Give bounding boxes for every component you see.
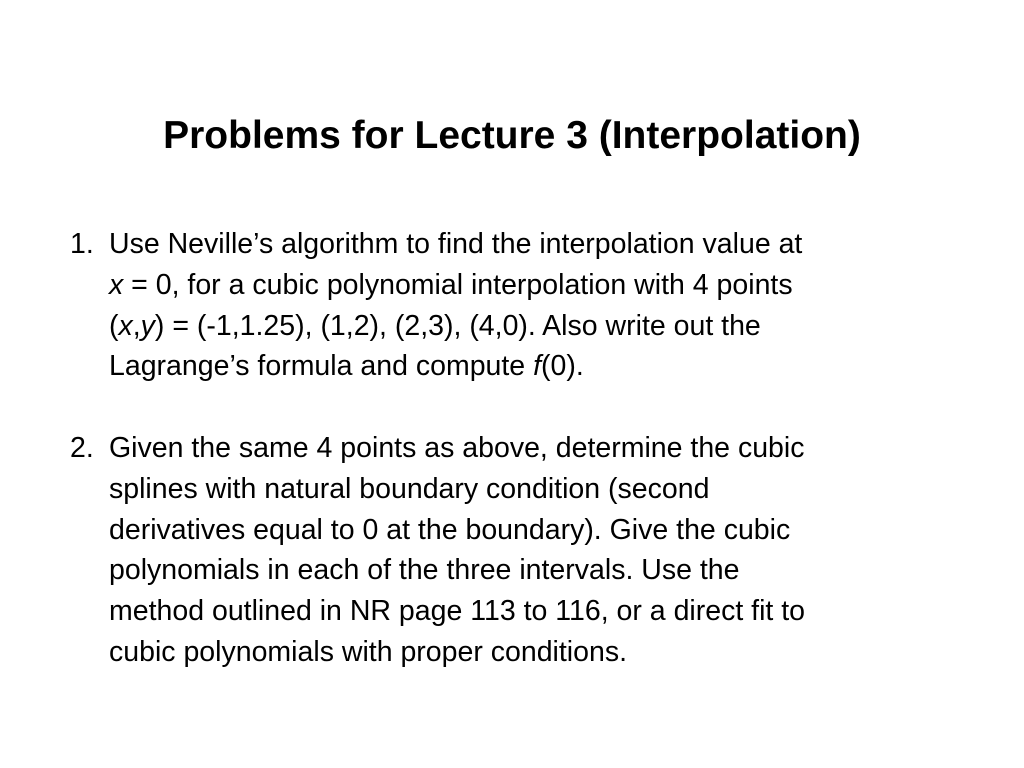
variable-f: f: [533, 350, 541, 383]
line-text: (0).: [541, 350, 584, 383]
problem-line: [109, 306, 970, 347]
problem-number: 2.: [70, 431, 94, 464]
slide-title: Problems for Lecture 3 (Interpolation): [163, 114, 861, 157]
problem-item-2: [70, 428, 970, 673]
problem-number: 1.: [70, 228, 94, 260]
problem-line: method outlined in NR page 113 to 116, or a direct fit to: [109, 595, 806, 628]
problem-line: Given the same 4 points as above, determine the cubic: [109, 431, 805, 464]
problem-line: cubic polynomials with proper conditions.: [109, 635, 628, 668]
variable-y: y: [140, 309, 155, 342]
problem-list: [70, 224, 970, 673]
line-text: ,: [132, 309, 141, 342]
problem-item-1: [70, 224, 970, 387]
problem-line: Use Neville’s algorithm to find the interpolation value at: [109, 228, 803, 260]
problem-line: derivatives equal to 0 at the boundary). Give the cubic: [109, 513, 791, 546]
problem-line: polynomials in each of the three intervals. Use the: [109, 554, 740, 587]
problem-line: [109, 346, 970, 387]
line-text: ) = (-1,1.25), (1,2), (2,3), (4,0). Also write out the: [154, 309, 761, 342]
problem-line: [109, 265, 970, 306]
problem-line: splines with natural boundary condition (second: [109, 472, 710, 505]
line-text: (: [109, 309, 119, 342]
line-text: Lagrange’s formula and compute: [109, 350, 534, 383]
variable-x: x: [109, 268, 124, 301]
variable-x: x: [118, 309, 133, 342]
line-text: = 0, for a cubic polynomial interpolation with 4 points: [123, 268, 793, 301]
